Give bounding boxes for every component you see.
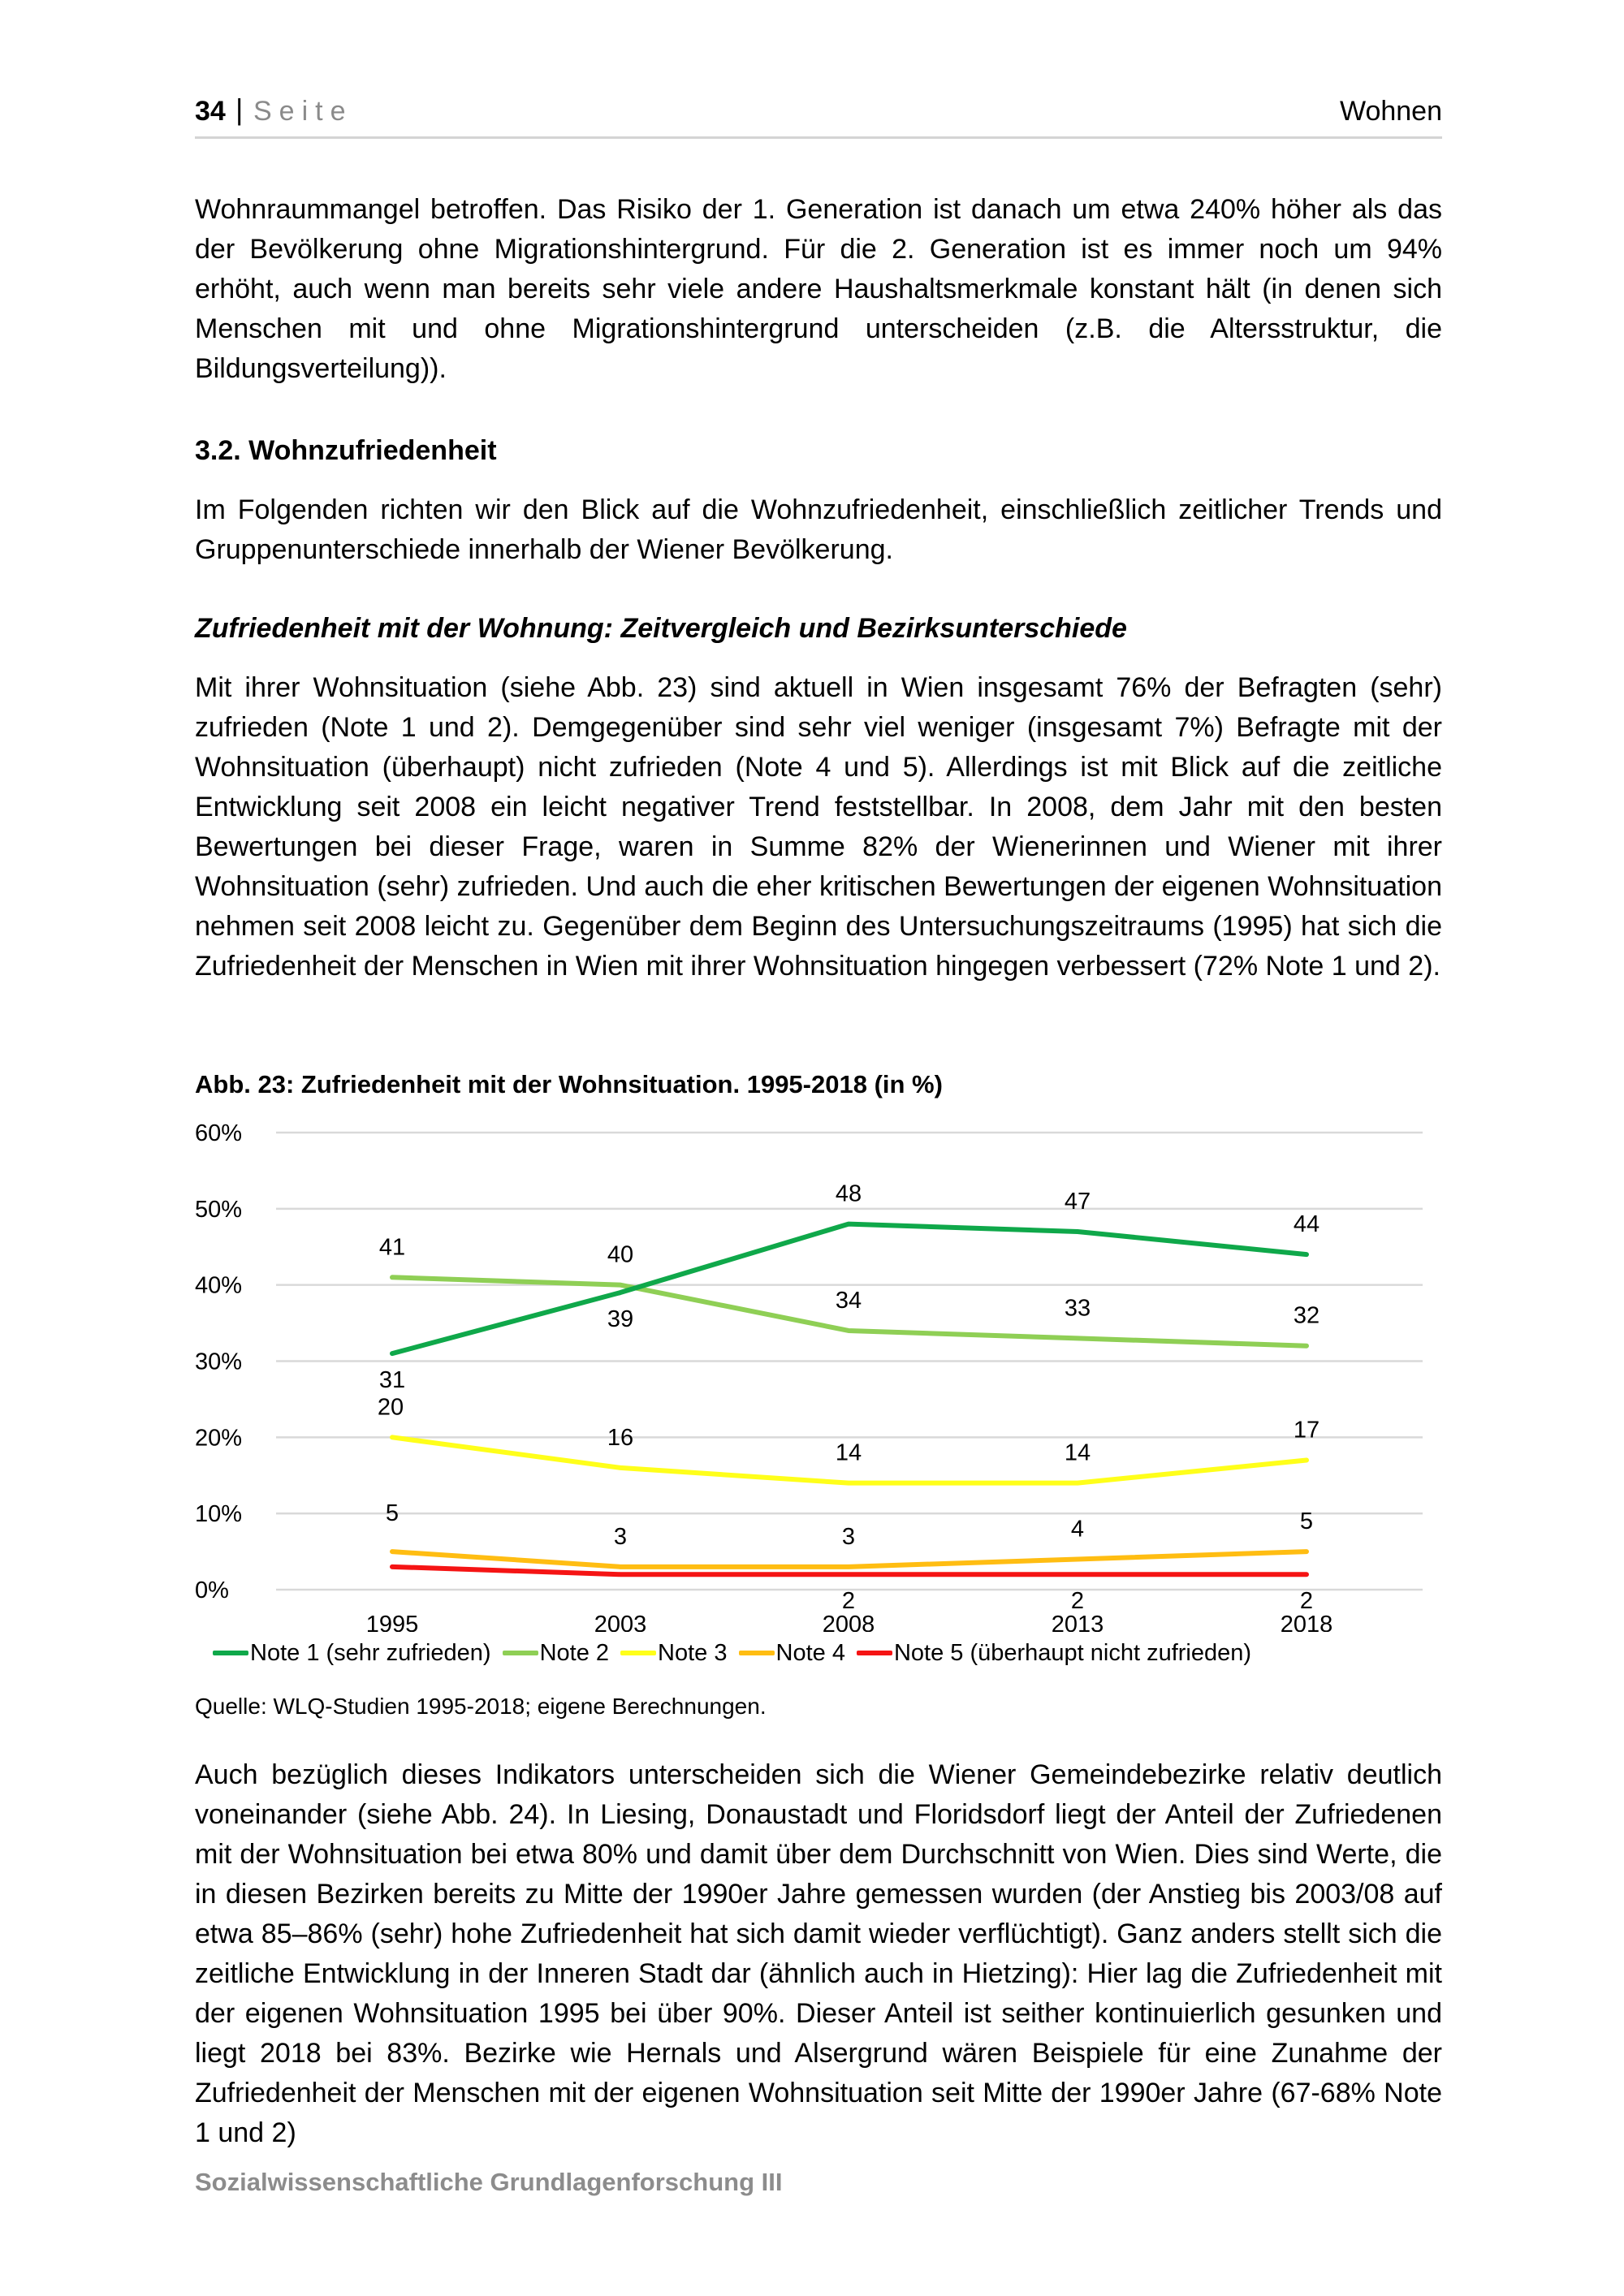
data-label: 39 (607, 1306, 634, 1333)
data-label: 4 (1070, 1516, 1085, 1543)
section-name: Wohnen (1339, 96, 1442, 127)
legend-item (620, 1640, 727, 1667)
section-intro-paragraph: Im Folgenden richten wir den Blick auf die Wohnzufriedenheit, einschließlich zeitlicher Trends und Gruppenunterschiede innerhalb der Wiener Bevölkerung. (195, 494, 1442, 565)
x-tick-label: 2013 (1051, 1612, 1104, 1632)
page-word: Seite (253, 96, 353, 127)
data-label: 48 (835, 1180, 862, 1207)
body-paragraph-2: Auch bezüglich dieses Indikators unterscheiden sich die Wiener Gemeindebezirke relativ deutlich voneinander (siehe Abb. 24). In Liesing, Donaustadt und Floridsdorf liegt der Anteil der Zufriedenen mit der Wohnsituation bei etwa 80% und damit über dem Durchschnitt von Wien. Dies sind Werte, die in diesen Bezirken bereits zu Mitte der 1990er Jahre gemessen wurden (der Anstieg bis 2003/08 auf etwa 85–86% (sehr) hohe Zufriedenheit hat sich damit wieder verflüchtigt). Ganz anders stellt sich die zeitliche Entwicklung in der Inneren Stadt dar (ähnlich auch in Hietzing): Hier lag die Zufriedenheit mit der eigenen Wohnsituation 1995 bei über 90%. Dieser Anteil ist seither kontinuierlich gesunken und liegt 2018 bei 83%. Bezirke wie Hernals und Alsergrund wären Beispiele für eine Zunahme der Zufriedenheit der Menschen mit der eigenen Wohnsituation seit Mitte der 1990er Jahre (67-68% Note 1 und 2) (195, 1759, 1442, 2148)
legend-label: Note 4 (775, 1639, 845, 1666)
legend-label: Note 5 (überhaupt nicht zufrieden) (893, 1639, 1252, 1666)
legend-label: Note 3 (658, 1639, 728, 1666)
legend-swatch (620, 1651, 656, 1655)
data-label: 41 (378, 1234, 406, 1261)
legend-item (213, 1640, 491, 1667)
y-tick-label: 60% (195, 1120, 243, 1146)
legend-label: Note 2 (539, 1639, 610, 1666)
data-label: 31 (378, 1367, 406, 1394)
legend-item (503, 1640, 609, 1667)
data-label: 14 (1064, 1439, 1091, 1466)
data-label: 20 (377, 1394, 404, 1421)
legend-item (739, 1640, 845, 1667)
legend-label: Note 1 (sehr zufrieden) (250, 1639, 491, 1666)
y-tick-label: 50% (195, 1196, 243, 1223)
data-label: 2 (1070, 1588, 1085, 1615)
section-heading: 3.2. Wohnzufriedenheit (195, 435, 497, 466)
data-label: 3 (613, 1523, 628, 1550)
legend-swatch (503, 1651, 538, 1655)
line-chart (179, 1112, 1445, 1632)
data-label: 5 (1299, 1508, 1314, 1535)
data-label: 3 (841, 1523, 856, 1550)
subsection-heading: Zufriedenheit mit der Wohnung: Zeitvergleich und Bezirksunterschiede (195, 613, 1127, 644)
legend-swatch (739, 1651, 775, 1655)
page-number: 34 (195, 96, 226, 127)
data-label: 2 (1299, 1588, 1314, 1615)
data-label: 5 (385, 1500, 400, 1527)
x-tick-label: 2018 (1280, 1612, 1333, 1632)
data-label: 34 (835, 1287, 862, 1314)
page-separator: | (235, 93, 244, 126)
figure-source: Quelle: WLQ-Studien 1995-2018; eigene Berechnungen. (195, 1694, 767, 1719)
data-label: 17 (1293, 1417, 1320, 1444)
data-label: 33 (1064, 1295, 1091, 1322)
data-label: 32 (1293, 1302, 1320, 1329)
x-tick-label: 2003 (594, 1612, 647, 1632)
page-header (195, 91, 1442, 139)
data-label: 47 (1064, 1188, 1091, 1215)
series-line (392, 1552, 1307, 1567)
legend-swatch (213, 1651, 248, 1655)
data-label: 40 (607, 1241, 634, 1268)
data-label: 44 (1293, 1211, 1320, 1238)
y-tick-label: 30% (195, 1349, 243, 1375)
legend-item (857, 1640, 1251, 1667)
body-paragraph-1: Mit ihrer Wohnsituation (siehe Abb. 23) sind aktuell in Wien insgesamt 76% der Befragten (sehr) zufrieden (Note 1 und 2). Demgegenüber sind sehr viel weniger (insgesamt 7%) Befragte mit der Wohnsituation (überhaupt) nicht zufrieden (Note 4 und 5). Allerdings ist mit Blick auf die zeitliche Entwicklung seit 2008 ein leicht negativer Trend feststellbar. In 2008, dem Jahr mit den besten Bewertungen bei dieser Frage, waren in Summe 82% der Wienerinnen und Wiener mit ihrer Wohnsituation (sehr) zufrieden. Und auch die eher kritischen Bewertungen der eigenen Wohnsituation nehmen seit 2008 leicht zu. Gegenüber dem Beginn des Untersuchungszeitraums (1995) hat sich die Zufriedenheit der Menschen in Wien mit ihrer Wohnsituation hingegen verbessert (72% Note 1 und 2). (195, 672, 1442, 982)
chart-legend (213, 1637, 1263, 1669)
figure-title: Abb. 23: Zufriedenheit mit der Wohnsituation. 1995-2018 (in %) (195, 1070, 943, 1098)
data-label: 16 (607, 1424, 634, 1451)
intro-paragraph: Wohnraummangel betroffen. Das Risiko der 1. Generation ist danach um etwa 240% höher als das der Bevölkerung ohne Migrationshintergrund. Für die 2. Generation ist es immer noch um 94% erhöht, auch wenn man bereits sehr viele andere Haushaltsmerkmale konstant hält (in denen sich Menschen mit und ohne Migrationshintergrund unterscheiden (z.B. die Altersstruktur, die Bildungsverteilung)). (195, 194, 1442, 384)
x-tick-label: 2008 (822, 1612, 875, 1632)
y-tick-label: 0% (195, 1577, 229, 1603)
data-label: 2 (841, 1588, 856, 1615)
y-tick-label: 40% (195, 1272, 243, 1299)
y-tick-label: 10% (195, 1501, 243, 1528)
data-label: 14 (835, 1439, 862, 1466)
y-tick-label: 20% (195, 1425, 243, 1452)
legend-swatch (857, 1651, 892, 1655)
x-tick-label: 1995 (365, 1612, 419, 1632)
page-footer: Sozialwissenschaftliche Grundlagenforschung III (195, 2168, 783, 2196)
